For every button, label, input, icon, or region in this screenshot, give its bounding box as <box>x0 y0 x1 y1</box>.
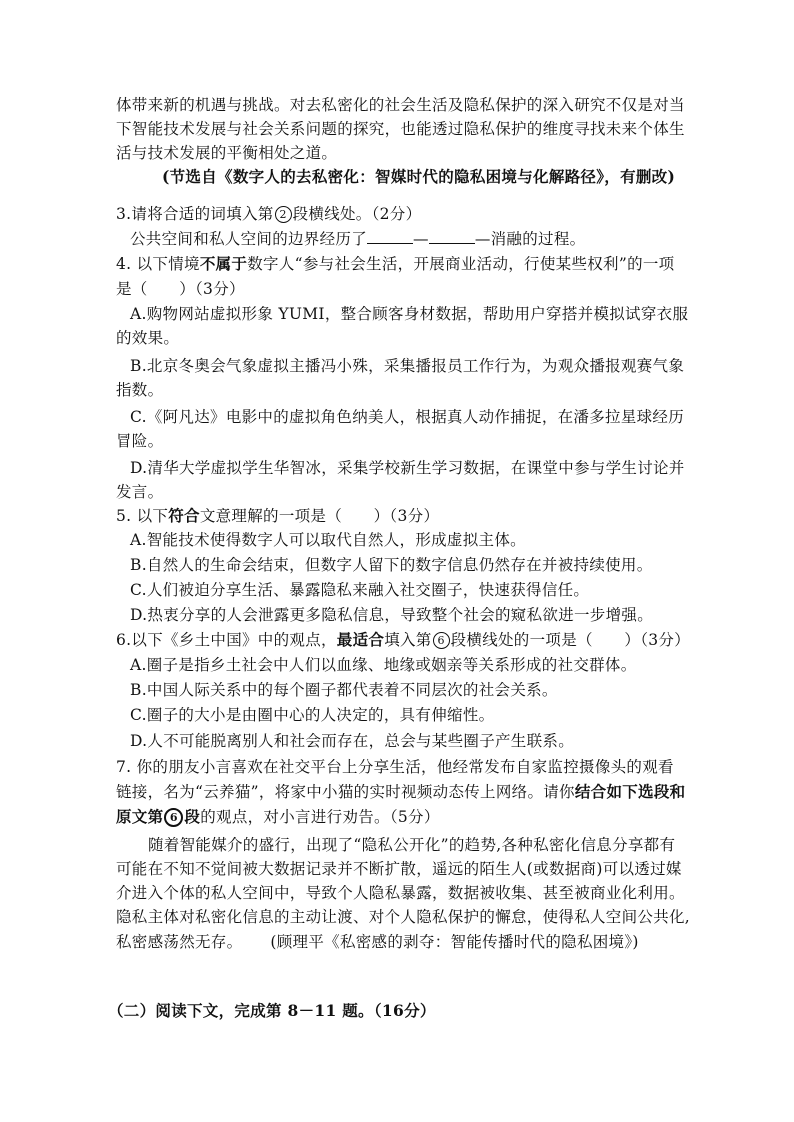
q4-option-b[interactable]: B.北京冬奥会气象虚拟主播冯小殊，采集播报员工作行为，为观众播报观赛气象 <box>130 357 685 375</box>
question-7-stem: 7. 你的朋友小言喜欢在社交平台上分享生活，他经常发布自家监控摄像头的观看 <box>116 758 674 776</box>
question-6-stem <box>116 629 690 651</box>
q3-answer-tail: —消融的过程。 <box>474 230 586 248</box>
intro-line-3: 活与技术发展的平衡相处之道。 <box>116 144 338 162</box>
q4-option-b-cont: 指数。 <box>116 381 164 399</box>
q6-option-b[interactable]: B.中国人际关系中的每个圈子都代表着不同层次的社会关系。 <box>130 681 558 699</box>
q4-stem-text: 4. 以下情境 <box>116 255 200 273</box>
intro-line-1: 体带来新的机遇与挑战。对去私密化的社会生活及隐私保护的深入研究不仅是对当 <box>116 96 685 114</box>
section-2-heading: （二）阅读下文，完成第 8－11 题。（16分） <box>108 1001 436 1020</box>
q6-stem-text: 6.以下《乡土中国》中的观点， <box>116 631 337 649</box>
intro-line-2: 下智能技术发展与社会关系问题的探究，也能透过隐私保护的维度寻找未来个体生 <box>116 120 685 138</box>
q4-option-d-cont: 发言。 <box>116 483 164 501</box>
source-citation: (节选自《数字人的去私密化：智媒时代的隐私困境与化解路径》，有删改) <box>162 167 676 186</box>
q6-stem-mid: 填入第 <box>384 631 432 649</box>
q5-stem-rest: 文意理解的一项是（ ）（3分） <box>199 507 440 525</box>
q7-stem-text: 链接，名为“云养猫”，将家中小猫的实时视频动态传上网络。请你 <box>116 783 575 801</box>
paragraph-number-circle: 6 <box>164 808 183 827</box>
q5-stem-text: 5. 以下 <box>116 507 169 525</box>
q4-option-c[interactable]: C.《阿凡达》电影中的虚拟角色纳美人，根据真人动作捕捉，在潘多拉星球经历 <box>130 408 685 426</box>
question-5-stem <box>116 505 439 527</box>
q6-option-c[interactable]: C.圈子的大小是由圈中心的人决定的，具有伸缩性。 <box>130 706 495 724</box>
paragraph-number-circle: 2 <box>275 206 292 223</box>
paragraph-number-circle: 6 <box>433 632 450 649</box>
q6-option-a[interactable]: A.圈子是指乡土社会中人们以血缘、地缘或姻亲等关系形成的社交群体。 <box>130 656 637 674</box>
answer-blank-2[interactable] <box>429 229 475 244</box>
q7-stem-rest: 的观点，对小言进行劝告。（5分） <box>200 808 440 826</box>
quote-line-2: 可能在不知不觉间被大数据记录并不断扩散，遥远的陌生人(或数据商)可以透过媒 <box>116 860 682 878</box>
q3-answer-text: 公共空间和私人空间的边界经历了 <box>130 230 368 248</box>
q7-stem-emphasis-3: 段 <box>184 807 201 826</box>
question-7-stem-2 <box>116 781 685 803</box>
quote-line-5 <box>116 931 639 953</box>
question-3-answer-line <box>130 228 585 250</box>
q3-dash: — <box>413 230 429 248</box>
quote-text-end: 私密感荡然无存。 <box>116 933 243 951</box>
q5-option-c[interactable]: C.人们被迫分享生活、暴露隐私来融入社交圈子，快速获得信任。 <box>130 581 590 599</box>
question-3-stem <box>116 203 421 225</box>
quote-line-1: 随着智能媒介的盛行，出现了“隐私公开化”的趋势,各种私密化信息分享都有 <box>148 836 676 854</box>
q4-option-a[interactable]: A.购物网站虚拟形象 YUMI，整合顾客身材数据，帮助用户穿搭并模拟试穿衣服 <box>130 305 689 323</box>
q4-option-d[interactable]: D.清华大学虚拟学生华智冰，采集学校新生学习数据，在课堂中参与学生讨论并 <box>130 459 685 477</box>
q5-option-d[interactable]: D.热衷分享的人会泄露更多隐私信息，导致整个社会的窥私欲进一步增强。 <box>130 606 654 624</box>
answer-blank-1[interactable] <box>367 229 413 244</box>
question-4-stem <box>116 253 674 275</box>
q7-stem-emphasis: 结合如下选段和 <box>574 782 686 801</box>
q6-option-d[interactable]: D.人不可能脱离别人和社会而存在，总会与某些圈子产生联系。 <box>130 732 575 750</box>
quote-line-3: 介进入个体的私人空间中，导致个人隐私暴露，数据被收集、甚至被商业化利用。 <box>116 884 685 902</box>
q3-stem-tail: 段横线处。（2分） <box>292 205 422 223</box>
q5-option-b[interactable]: B.自然人的生命会结束，但数字人留下的数字信息仍然存在并被持续使用。 <box>130 556 653 574</box>
q6-stem-emphasis: 最适合 <box>336 630 385 649</box>
q4-stem-emphasis: 不属于 <box>199 254 248 273</box>
question-4-stem-cont: 是（ ）（3分） <box>116 280 245 298</box>
question-7-stem-3 <box>116 806 440 828</box>
q5-stem-emphasis: 符合 <box>168 506 200 525</box>
q7-stem-emphasis-2: 原文第 <box>116 807 164 826</box>
q4-option-a-cont: 的效果。 <box>116 329 180 347</box>
q4-option-c-cont: 冒险。 <box>116 432 164 450</box>
quote-source: (顾理平《私密感的剥夺：智能传播时代的隐私困境》) <box>270 933 639 951</box>
q5-option-a[interactable]: A.智能技术使得数字人可以取代自然人，形成虚拟主体。 <box>130 531 526 549</box>
q3-stem-text: 3.请将合适的词填入第 <box>116 205 274 223</box>
quote-line-4: 隐私主体对私密化信息的主动让渡、对个人隐私保护的懈怠，使得私人空间公共化, <box>116 908 691 926</box>
q4-stem-rest: 数字人“参与社会生活，开展商业活动，行使某些权利”的一项 <box>247 255 675 273</box>
q6-stem-rest: 段横线处的一项是（ ）（3分） <box>450 631 691 649</box>
